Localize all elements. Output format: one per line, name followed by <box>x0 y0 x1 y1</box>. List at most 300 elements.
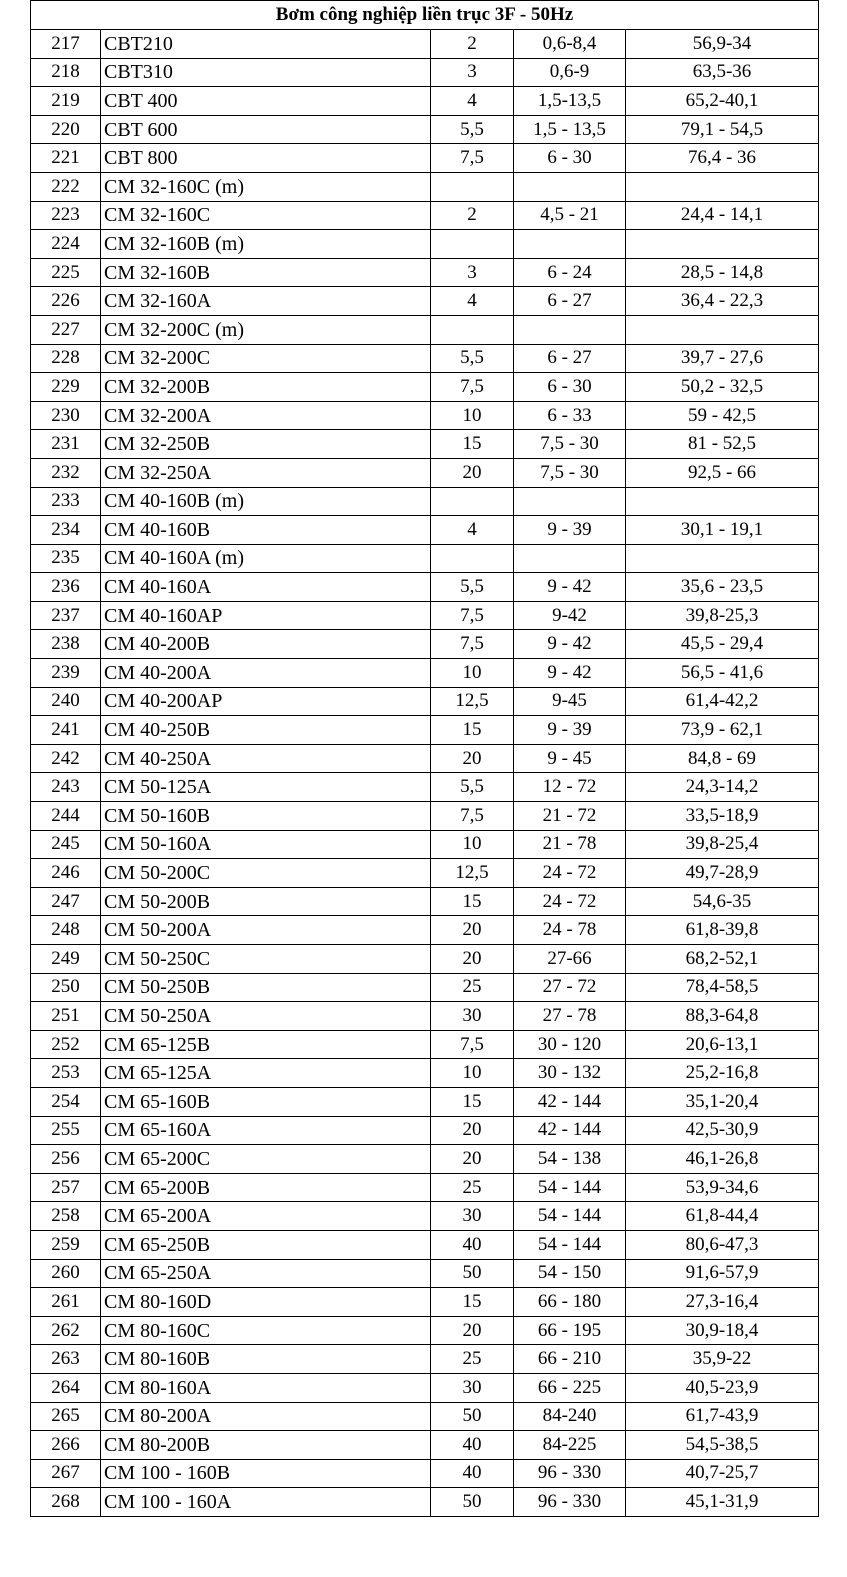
head-range: 46,1-26,8 <box>626 1145 819 1174</box>
row-number: 221 <box>31 144 101 173</box>
row-number: 234 <box>31 516 101 545</box>
row-number: 250 <box>31 973 101 1002</box>
model-name: CM 50-160A <box>101 830 431 859</box>
table-row <box>31 315 819 344</box>
row-number: 264 <box>31 1373 101 1402</box>
flow-range: 21 - 72 <box>514 802 626 831</box>
head-range <box>626 172 819 201</box>
flow-range: 9 - 45 <box>514 744 626 773</box>
head-range: 39,7 - 27,6 <box>626 344 819 373</box>
table-row <box>31 201 819 230</box>
row-number: 268 <box>31 1488 101 1517</box>
head-range: 35,6 - 23,5 <box>626 573 819 602</box>
head-range: 33,5-18,9 <box>626 802 819 831</box>
power-value: 3 <box>431 258 514 287</box>
head-range: 35,9-22 <box>626 1345 819 1374</box>
row-number: 256 <box>31 1145 101 1174</box>
model-name: CM 50-250B <box>101 973 431 1002</box>
head-range: 61,8-44,4 <box>626 1202 819 1231</box>
power-value: 20 <box>431 945 514 974</box>
row-number: 258 <box>31 1202 101 1231</box>
head-range: 27,3-16,4 <box>626 1288 819 1317</box>
model-name: CM 80-160B <box>101 1345 431 1374</box>
row-number: 257 <box>31 1173 101 1202</box>
row-number: 218 <box>31 58 101 87</box>
flow-range: 66 - 195 <box>514 1316 626 1345</box>
flow-range: 96 - 330 <box>514 1459 626 1488</box>
head-range: 79,1 - 54,5 <box>626 115 819 144</box>
head-range: 42,5-30,9 <box>626 1116 819 1145</box>
head-range: 78,4-58,5 <box>626 973 819 1002</box>
flow-range: 66 - 225 <box>514 1373 626 1402</box>
power-value: 2 <box>431 30 514 59</box>
table-row <box>31 830 819 859</box>
row-number: 252 <box>31 1030 101 1059</box>
power-value: 50 <box>431 1259 514 1288</box>
table-row <box>31 773 819 802</box>
head-range: 25,2-16,8 <box>626 1059 819 1088</box>
table-row <box>31 1259 819 1288</box>
row-number: 240 <box>31 687 101 716</box>
model-name: CM 50-160B <box>101 802 431 831</box>
model-name: CBT 800 <box>101 144 431 173</box>
model-name: CM 40-160B (m) <box>101 487 431 516</box>
power-value <box>431 544 514 573</box>
model-name: CM 40-160A (m) <box>101 544 431 573</box>
row-number: 265 <box>31 1402 101 1431</box>
table-row <box>31 458 819 487</box>
table-title: Bơm công nghiệp liền trục 3F - 50Hz <box>31 1 819 30</box>
row-number: 233 <box>31 487 101 516</box>
model-name: CM 40-250B <box>101 716 431 745</box>
flow-range: 27 - 78 <box>514 1002 626 1031</box>
head-range: 45,5 - 29,4 <box>626 630 819 659</box>
table-row <box>31 344 819 373</box>
head-range <box>626 315 819 344</box>
power-value: 50 <box>431 1488 514 1517</box>
model-name: CM 65-125A <box>101 1059 431 1088</box>
row-number: 248 <box>31 916 101 945</box>
model-name: CM 100 - 160A <box>101 1488 431 1517</box>
head-range: 59 - 42,5 <box>626 401 819 430</box>
flow-range: 21 - 78 <box>514 830 626 859</box>
flow-range <box>514 544 626 573</box>
head-range: 39,8-25,4 <box>626 830 819 859</box>
flow-range: 12 - 72 <box>514 773 626 802</box>
head-range: 24,4 - 14,1 <box>626 201 819 230</box>
row-number: 227 <box>31 315 101 344</box>
row-number: 245 <box>31 830 101 859</box>
head-range: 45,1-31,9 <box>626 1488 819 1517</box>
head-range: 49,7-28,9 <box>626 859 819 888</box>
flow-range: 54 - 144 <box>514 1173 626 1202</box>
power-value <box>431 315 514 344</box>
power-value: 30 <box>431 1002 514 1031</box>
flow-range: 30 - 132 <box>514 1059 626 1088</box>
table-row <box>31 573 819 602</box>
model-name: CM 65-125B <box>101 1030 431 1059</box>
table-row <box>31 258 819 287</box>
power-value: 10 <box>431 401 514 430</box>
power-value: 40 <box>431 1230 514 1259</box>
table-row <box>31 1488 819 1517</box>
model-name: CBT310 <box>101 58 431 87</box>
flow-range <box>514 315 626 344</box>
head-range: 53,9-34,6 <box>626 1173 819 1202</box>
row-number: 225 <box>31 258 101 287</box>
head-range: 50,2 - 32,5 <box>626 373 819 402</box>
table-row <box>31 1345 819 1374</box>
model-name: CM 32-160B <box>101 258 431 287</box>
table-row <box>31 630 819 659</box>
table-row <box>31 1202 819 1231</box>
row-number: 249 <box>31 945 101 974</box>
row-number: 253 <box>31 1059 101 1088</box>
head-range: 40,5-23,9 <box>626 1373 819 1402</box>
flow-range: 9-45 <box>514 687 626 716</box>
head-range: 92,5 - 66 <box>626 458 819 487</box>
row-number: 238 <box>31 630 101 659</box>
power-value: 15 <box>431 1087 514 1116</box>
flow-range: 84-240 <box>514 1402 626 1431</box>
power-value: 30 <box>431 1373 514 1402</box>
power-value: 7,5 <box>431 802 514 831</box>
model-name: CM 80-200A <box>101 1402 431 1431</box>
table-row <box>31 744 819 773</box>
flow-range: 24 - 72 <box>514 859 626 888</box>
model-name: CM 32-200C <box>101 344 431 373</box>
table-row <box>31 1230 819 1259</box>
head-range: 35,1-20,4 <box>626 1087 819 1116</box>
power-value: 20 <box>431 1145 514 1174</box>
table-row <box>31 1173 819 1202</box>
flow-range: 24 - 72 <box>514 887 626 916</box>
model-name: CM 65-250A <box>101 1259 431 1288</box>
table-row <box>31 1059 819 1088</box>
power-value <box>431 230 514 259</box>
table-row <box>31 916 819 945</box>
row-number: 251 <box>31 1002 101 1031</box>
head-range: 80,6-47,3 <box>626 1230 819 1259</box>
head-range: 91,6-57,9 <box>626 1259 819 1288</box>
row-number: 263 <box>31 1345 101 1374</box>
power-value: 15 <box>431 1288 514 1317</box>
table-row <box>31 1288 819 1317</box>
table-row <box>31 687 819 716</box>
table-row <box>31 544 819 573</box>
table-row <box>31 144 819 173</box>
power-value: 15 <box>431 887 514 916</box>
table-row <box>31 1459 819 1488</box>
row-number: 217 <box>31 30 101 59</box>
power-value: 7,5 <box>431 630 514 659</box>
flow-range: 27-66 <box>514 945 626 974</box>
flow-range <box>514 487 626 516</box>
table-row <box>31 430 819 459</box>
model-name: CM 50-250A <box>101 1002 431 1031</box>
flow-range: 4,5 - 21 <box>514 201 626 230</box>
model-name: CM 40-200B <box>101 630 431 659</box>
head-range: 30,9-18,4 <box>626 1316 819 1345</box>
flow-range: 54 - 138 <box>514 1145 626 1174</box>
power-value: 5,5 <box>431 344 514 373</box>
model-name: CM 65-200C <box>101 1145 431 1174</box>
table-row <box>31 30 819 59</box>
row-number: 259 <box>31 1230 101 1259</box>
row-number: 231 <box>31 430 101 459</box>
power-value: 2 <box>431 201 514 230</box>
head-range: 81 - 52,5 <box>626 430 819 459</box>
model-name: CBT210 <box>101 30 431 59</box>
row-number: 223 <box>31 201 101 230</box>
row-number: 235 <box>31 544 101 573</box>
flow-range: 6 - 30 <box>514 373 626 402</box>
power-value: 20 <box>431 916 514 945</box>
head-range: 56,5 - 41,6 <box>626 659 819 688</box>
power-value: 20 <box>431 458 514 487</box>
head-range: 76,4 - 36 <box>626 144 819 173</box>
model-name: CM 65-160B <box>101 1087 431 1116</box>
flow-range: 42 - 144 <box>514 1087 626 1116</box>
table-row <box>31 401 819 430</box>
power-value: 7,5 <box>431 601 514 630</box>
power-value: 20 <box>431 1316 514 1345</box>
row-number: 242 <box>31 744 101 773</box>
flow-range <box>514 172 626 201</box>
model-name: CM 32-250A <box>101 458 431 487</box>
table-row <box>31 1431 819 1460</box>
head-range: 24,3-14,2 <box>626 773 819 802</box>
flow-range: 0,6-8,4 <box>514 30 626 59</box>
table-row <box>31 887 819 916</box>
model-name: CM 32-200C (m) <box>101 315 431 344</box>
table-row <box>31 287 819 316</box>
table-row <box>31 1373 819 1402</box>
table-row <box>31 516 819 545</box>
model-name: CM 50-200C <box>101 859 431 888</box>
power-value: 10 <box>431 830 514 859</box>
head-range <box>626 230 819 259</box>
row-number: 226 <box>31 287 101 316</box>
pump-table <box>30 0 819 1517</box>
flow-range: 66 - 210 <box>514 1345 626 1374</box>
head-range: 73,9 - 62,1 <box>626 716 819 745</box>
row-number: 229 <box>31 373 101 402</box>
table-row <box>31 1145 819 1174</box>
model-name: CM 100 - 160B <box>101 1459 431 1488</box>
table-row <box>31 659 819 688</box>
flow-range: 54 - 144 <box>514 1202 626 1231</box>
model-name: CM 32-250B <box>101 430 431 459</box>
power-value: 7,5 <box>431 1030 514 1059</box>
flow-range: 9 - 39 <box>514 716 626 745</box>
model-name: CM 32-160A <box>101 287 431 316</box>
table-row <box>31 802 819 831</box>
head-range: 30,1 - 19,1 <box>626 516 819 545</box>
power-value: 30 <box>431 1202 514 1231</box>
power-value: 25 <box>431 1345 514 1374</box>
power-value: 4 <box>431 287 514 316</box>
power-value: 5,5 <box>431 115 514 144</box>
model-name: CM 32-200B <box>101 373 431 402</box>
head-range: 84,8 - 69 <box>626 744 819 773</box>
power-value: 12,5 <box>431 859 514 888</box>
flow-range: 7,5 - 30 <box>514 458 626 487</box>
row-number: 236 <box>31 573 101 602</box>
model-name: CM 40-160B <box>101 516 431 545</box>
flow-range <box>514 230 626 259</box>
table-row <box>31 859 819 888</box>
model-name: CM 80-200B <box>101 1431 431 1460</box>
row-number: 220 <box>31 115 101 144</box>
table-row <box>31 945 819 974</box>
flow-range: 6 - 33 <box>514 401 626 430</box>
model-name: CBT 400 <box>101 87 431 116</box>
table-row <box>31 973 819 1002</box>
power-value: 25 <box>431 973 514 1002</box>
power-value: 4 <box>431 87 514 116</box>
price-sheet <box>30 0 818 1517</box>
table-row <box>31 716 819 745</box>
table-row <box>31 172 819 201</box>
flow-range: 30 - 120 <box>514 1030 626 1059</box>
model-name: CM 65-250B <box>101 1230 431 1259</box>
row-number: 224 <box>31 230 101 259</box>
table-row <box>31 1087 819 1116</box>
flow-range: 6 - 27 <box>514 344 626 373</box>
flow-range: 1,5 - 13,5 <box>514 115 626 144</box>
row-number: 266 <box>31 1431 101 1460</box>
power-value: 40 <box>431 1459 514 1488</box>
row-number: 261 <box>31 1288 101 1317</box>
row-number: 255 <box>31 1116 101 1145</box>
power-value: 25 <box>431 1173 514 1202</box>
model-name: CM 40-160AP <box>101 601 431 630</box>
row-number: 254 <box>31 1087 101 1116</box>
flow-range: 9 - 42 <box>514 659 626 688</box>
power-value <box>431 487 514 516</box>
row-number: 232 <box>31 458 101 487</box>
model-name: CM 80-160C <box>101 1316 431 1345</box>
head-range: 54,5-38,5 <box>626 1431 819 1460</box>
flow-range: 24 - 78 <box>514 916 626 945</box>
row-number: 230 <box>31 401 101 430</box>
table-row <box>31 87 819 116</box>
row-number: 222 <box>31 172 101 201</box>
row-number: 247 <box>31 887 101 916</box>
model-name: CM 50-250C <box>101 945 431 974</box>
model-name: CM 32-160C (m) <box>101 172 431 201</box>
power-value: 5,5 <box>431 773 514 802</box>
table-row <box>31 1402 819 1431</box>
power-value: 5,5 <box>431 573 514 602</box>
table-row <box>31 58 819 87</box>
flow-range: 96 - 330 <box>514 1488 626 1517</box>
power-value: 7,5 <box>431 373 514 402</box>
table-row <box>31 230 819 259</box>
model-name: CM 65-200A <box>101 1202 431 1231</box>
row-number: 239 <box>31 659 101 688</box>
table-row <box>31 1030 819 1059</box>
flow-range: 54 - 144 <box>514 1230 626 1259</box>
head-range: 36,4 - 22,3 <box>626 287 819 316</box>
model-name: CM 40-200A <box>101 659 431 688</box>
row-number: 241 <box>31 716 101 745</box>
flow-range: 42 - 144 <box>514 1116 626 1145</box>
flow-range: 27 - 72 <box>514 973 626 1002</box>
row-number: 267 <box>31 1459 101 1488</box>
power-value: 10 <box>431 1059 514 1088</box>
power-value: 4 <box>431 516 514 545</box>
model-name: CBT 600 <box>101 115 431 144</box>
head-range: 88,3-64,8 <box>626 1002 819 1031</box>
head-range: 61,4-42,2 <box>626 687 819 716</box>
power-value: 15 <box>431 716 514 745</box>
row-number: 237 <box>31 601 101 630</box>
head-range: 54,6-35 <box>626 887 819 916</box>
model-name: CM 40-250A <box>101 744 431 773</box>
head-range: 63,5-36 <box>626 58 819 87</box>
row-number: 262 <box>31 1316 101 1345</box>
head-range: 61,7-43,9 <box>626 1402 819 1431</box>
power-value: 15 <box>431 430 514 459</box>
model-name: CM 50-125A <box>101 773 431 802</box>
table-row <box>31 601 819 630</box>
flow-range: 7,5 - 30 <box>514 430 626 459</box>
row-number: 219 <box>31 87 101 116</box>
row-number: 246 <box>31 859 101 888</box>
model-name: CM 65-200B <box>101 1173 431 1202</box>
flow-range: 6 - 30 <box>514 144 626 173</box>
flow-range: 1,5-13,5 <box>514 87 626 116</box>
head-range <box>626 544 819 573</box>
power-value: 40 <box>431 1431 514 1460</box>
model-name: CM 65-160A <box>101 1116 431 1145</box>
head-range: 68,2-52,1 <box>626 945 819 974</box>
head-range: 65,2-40,1 <box>626 87 819 116</box>
head-range: 28,5 - 14,8 <box>626 258 819 287</box>
power-value: 7,5 <box>431 144 514 173</box>
head-range: 39,8-25,3 <box>626 601 819 630</box>
table-row <box>31 373 819 402</box>
flow-range: 0,6-9 <box>514 58 626 87</box>
model-name: CM 50-200A <box>101 916 431 945</box>
flow-range: 54 - 150 <box>514 1259 626 1288</box>
power-value: 10 <box>431 659 514 688</box>
head-range: 61,8-39,8 <box>626 916 819 945</box>
flow-range: 6 - 27 <box>514 287 626 316</box>
model-name: CM 80-160A <box>101 1373 431 1402</box>
flow-range: 66 - 180 <box>514 1288 626 1317</box>
power-value: 3 <box>431 58 514 87</box>
table-row <box>31 1116 819 1145</box>
head-range <box>626 487 819 516</box>
model-name: CM 80-160D <box>101 1288 431 1317</box>
model-name: CM 32-200A <box>101 401 431 430</box>
table-title-row <box>31 1 819 30</box>
flow-range: 6 - 24 <box>514 258 626 287</box>
model-name: CM 32-160C <box>101 201 431 230</box>
row-number: 228 <box>31 344 101 373</box>
model-name: CM 32-160B (m) <box>101 230 431 259</box>
power-value <box>431 172 514 201</box>
table-row <box>31 487 819 516</box>
row-number: 260 <box>31 1259 101 1288</box>
head-range: 40,7-25,7 <box>626 1459 819 1488</box>
row-number: 243 <box>31 773 101 802</box>
flow-range: 9 - 42 <box>514 630 626 659</box>
power-value: 20 <box>431 744 514 773</box>
